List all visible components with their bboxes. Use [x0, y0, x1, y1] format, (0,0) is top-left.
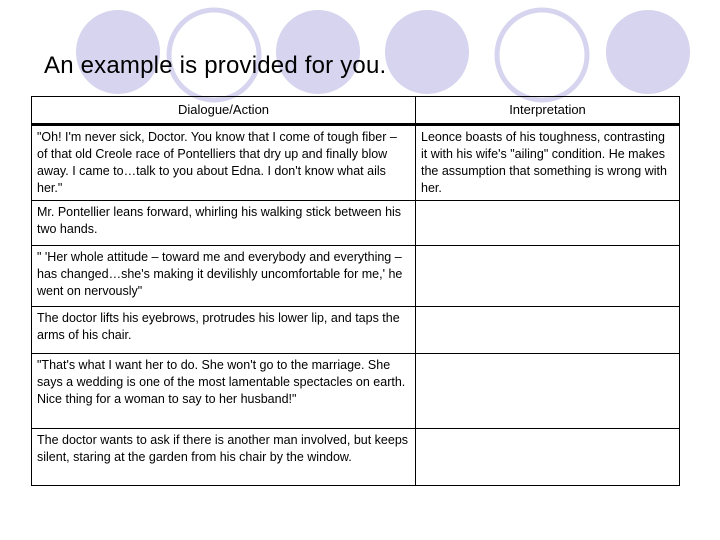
- dialogue-cell: The doctor wants to ask if there is another man involved, but keeps silent, staring at the garden from his chair by the window.: [32, 429, 416, 486]
- table-header-row: [32, 97, 680, 125]
- header-dialogue-action: Dialogue/Action: [32, 97, 416, 125]
- table-row: [32, 201, 680, 246]
- header-interpretation: Interpretation: [416, 97, 680, 125]
- dialogue-cell: Mr. Pontellier leans forward, whirling his walking stick between his two hands.: [32, 201, 416, 246]
- dialogue-cell: "Oh! I'm never sick, Doctor. You know that I come of tough fiber – of that old Creole race of Pontelliers that dry up and finally blow away. I came to…talk to you about Edna. I don't know what ails her.": [32, 125, 416, 201]
- table-row: [32, 354, 680, 429]
- dialogue-cell: "That's what I want her to do. She won't go to the marriage. She says a wedding is one of the most lamentable spectacles on earth. Nice thing for a woman to say to her husband!": [32, 354, 416, 429]
- interpretation-cell[interactable]: [416, 307, 680, 354]
- table-row: [32, 246, 680, 307]
- decor-circle: [382, 7, 472, 97]
- table-row: [32, 429, 680, 486]
- decor-circle: [497, 10, 587, 100]
- dialogue-cell: The doctor lifts his eyebrows, protrudes his lower lip, and taps the arms of his chair.: [32, 307, 416, 354]
- interpretation-cell[interactable]: Leonce boasts of his toughness, contrasting it with his wife's "ailing" condition. He makes the assumption that something is wrong with her.: [416, 125, 680, 201]
- interpretation-cell[interactable]: [416, 429, 680, 486]
- dialogue-cell: " 'Her whole attitude – toward me and everybody and everything – has changed…she's making it devilishly uncomfortable for me,' he went on nervously": [32, 246, 416, 307]
- interpretation-cell[interactable]: [416, 354, 680, 429]
- dialogue-table: [31, 96, 680, 486]
- table-row: [32, 125, 680, 201]
- slide-title: An example is provided for you.: [44, 52, 387, 79]
- table-row: [32, 307, 680, 354]
- interpretation-cell[interactable]: [416, 246, 680, 307]
- interpretation-cell[interactable]: [416, 201, 680, 246]
- decor-circle: [603, 7, 693, 97]
